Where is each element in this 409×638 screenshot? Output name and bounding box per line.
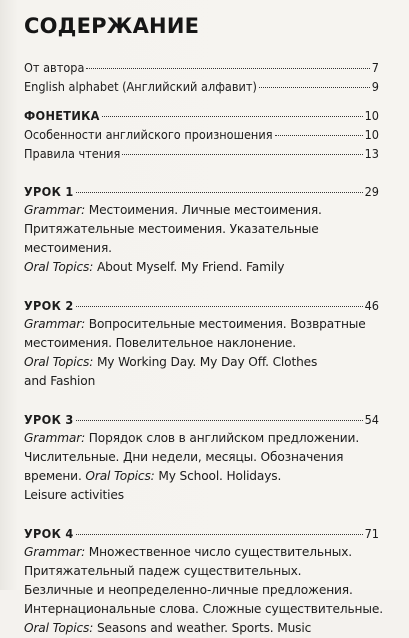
toc-entry-alphabet[interactable] <box>24 77 379 96</box>
toc-entry-reading-rules[interactable] <box>24 144 379 163</box>
table-of-contents <box>24 58 383 638</box>
grammar-keyword: Grammar: <box>24 203 86 217</box>
lesson-description-line: Oral Topics: Seasons and weather. Sports. Music <box>24 621 312 635</box>
toc-lesson-3[interactable] <box>24 410 379 429</box>
dot-leader <box>76 533 363 535</box>
spacer <box>24 277 379 296</box>
dot-leader <box>86 67 369 69</box>
toc-entry-label: От автора <box>24 60 85 75</box>
lesson-description-line: Leisure activities <box>24 488 124 502</box>
lesson-description-line: and Fashion <box>24 374 96 388</box>
toc-entry-label: Особенности английского произношения <box>24 127 273 142</box>
lesson-description-line: Безличные и неопределенно-личные предложения. <box>24 583 353 597</box>
toc-entry-page: 13 <box>364 146 379 161</box>
dot-leader <box>122 153 362 155</box>
dot-leader <box>275 134 363 136</box>
toc-entry-label: Правила чтения <box>24 146 121 161</box>
toc-entry-author[interactable] <box>24 58 379 77</box>
lesson-description-line: местоимения. Повелительное наклонение. <box>24 336 296 350</box>
dot-leader <box>76 305 363 307</box>
dot-leader <box>76 419 363 421</box>
spacer <box>24 505 379 524</box>
lesson-description-line: Oral Topics: My Working Day. My Day Off. Clothes <box>24 355 318 369</box>
lesson-description-line: Grammar: Порядок слов в английском предложении. <box>24 431 360 445</box>
topics-keyword: Oral Topics: <box>24 260 94 274</box>
toc-entry-page: 54 <box>364 412 379 427</box>
spacer <box>24 163 379 182</box>
topics-keyword: Oral Topics: <box>24 355 94 369</box>
grammar-keyword: Grammar: <box>24 317 86 331</box>
grammar-keyword: Grammar: <box>24 545 86 559</box>
dot-leader <box>102 115 363 117</box>
topics-keyword: Oral Topics: <box>24 621 94 635</box>
section-heading: ФОНЕТИКА <box>24 108 100 123</box>
spacer <box>24 391 379 410</box>
toc-lesson-2[interactable] <box>24 296 379 315</box>
toc-entry-page: 29 <box>364 184 379 199</box>
lesson-heading: УРОК 3 <box>24 412 74 427</box>
toc-entry-page: 10 <box>364 127 379 142</box>
grammar-keyword: Grammar: <box>24 431 86 445</box>
toc-entry-page: 10 <box>364 108 379 123</box>
lesson-heading: УРОК 2 <box>24 298 74 313</box>
toc-section-phonetics[interactable] <box>24 106 379 125</box>
lesson-description-line: Grammar: Множественное число существительных. <box>24 545 353 559</box>
lesson-description-line: времени. Oral Topics: My School. Holidays. <box>24 469 282 483</box>
toc-entry-page: 7 <box>371 60 379 75</box>
lesson-description-line: Grammar: Местоимения. Личные местоимения. <box>24 203 322 217</box>
spacer <box>24 96 379 106</box>
toc-entry-pronunciation[interactable] <box>24 125 379 144</box>
topics-keyword: Oral Topics: <box>85 469 155 483</box>
toc-lesson-4[interactable] <box>24 524 379 543</box>
toc-entry-label: English alphabet (Английский алфавит) <box>24 79 257 94</box>
dot-leader <box>259 86 370 88</box>
toc-lesson-1[interactable] <box>24 182 379 201</box>
dot-leader <box>76 191 363 193</box>
lesson-description-line: Числительные. Дни недели, месяцы. Обозначения <box>24 450 344 464</box>
lesson-description-line: Интернациональные слова. Сложные существительные. <box>24 602 383 616</box>
toc-entry-page: 9 <box>371 79 379 94</box>
lesson-description-line: местоимения. <box>24 241 112 255</box>
toc-entry-page: 71 <box>364 526 379 541</box>
page-title: СОДЕРЖАНИЕ <box>24 14 200 38</box>
lesson-description-line: Притяжательный падеж существительных. <box>24 564 302 578</box>
lesson-description-line: Oral Topics: About Myself. My Friend. Family <box>24 260 285 274</box>
lesson-heading: УРОК 1 <box>24 184 74 199</box>
toc-entry-page: 46 <box>364 298 379 313</box>
lesson-heading: УРОК 4 <box>24 526 74 541</box>
lesson-description-line: Притяжательные местоимения. Указательные <box>24 222 319 236</box>
lesson-description-line: Grammar: Вопросительные местоимения. Возвратные <box>24 317 366 331</box>
